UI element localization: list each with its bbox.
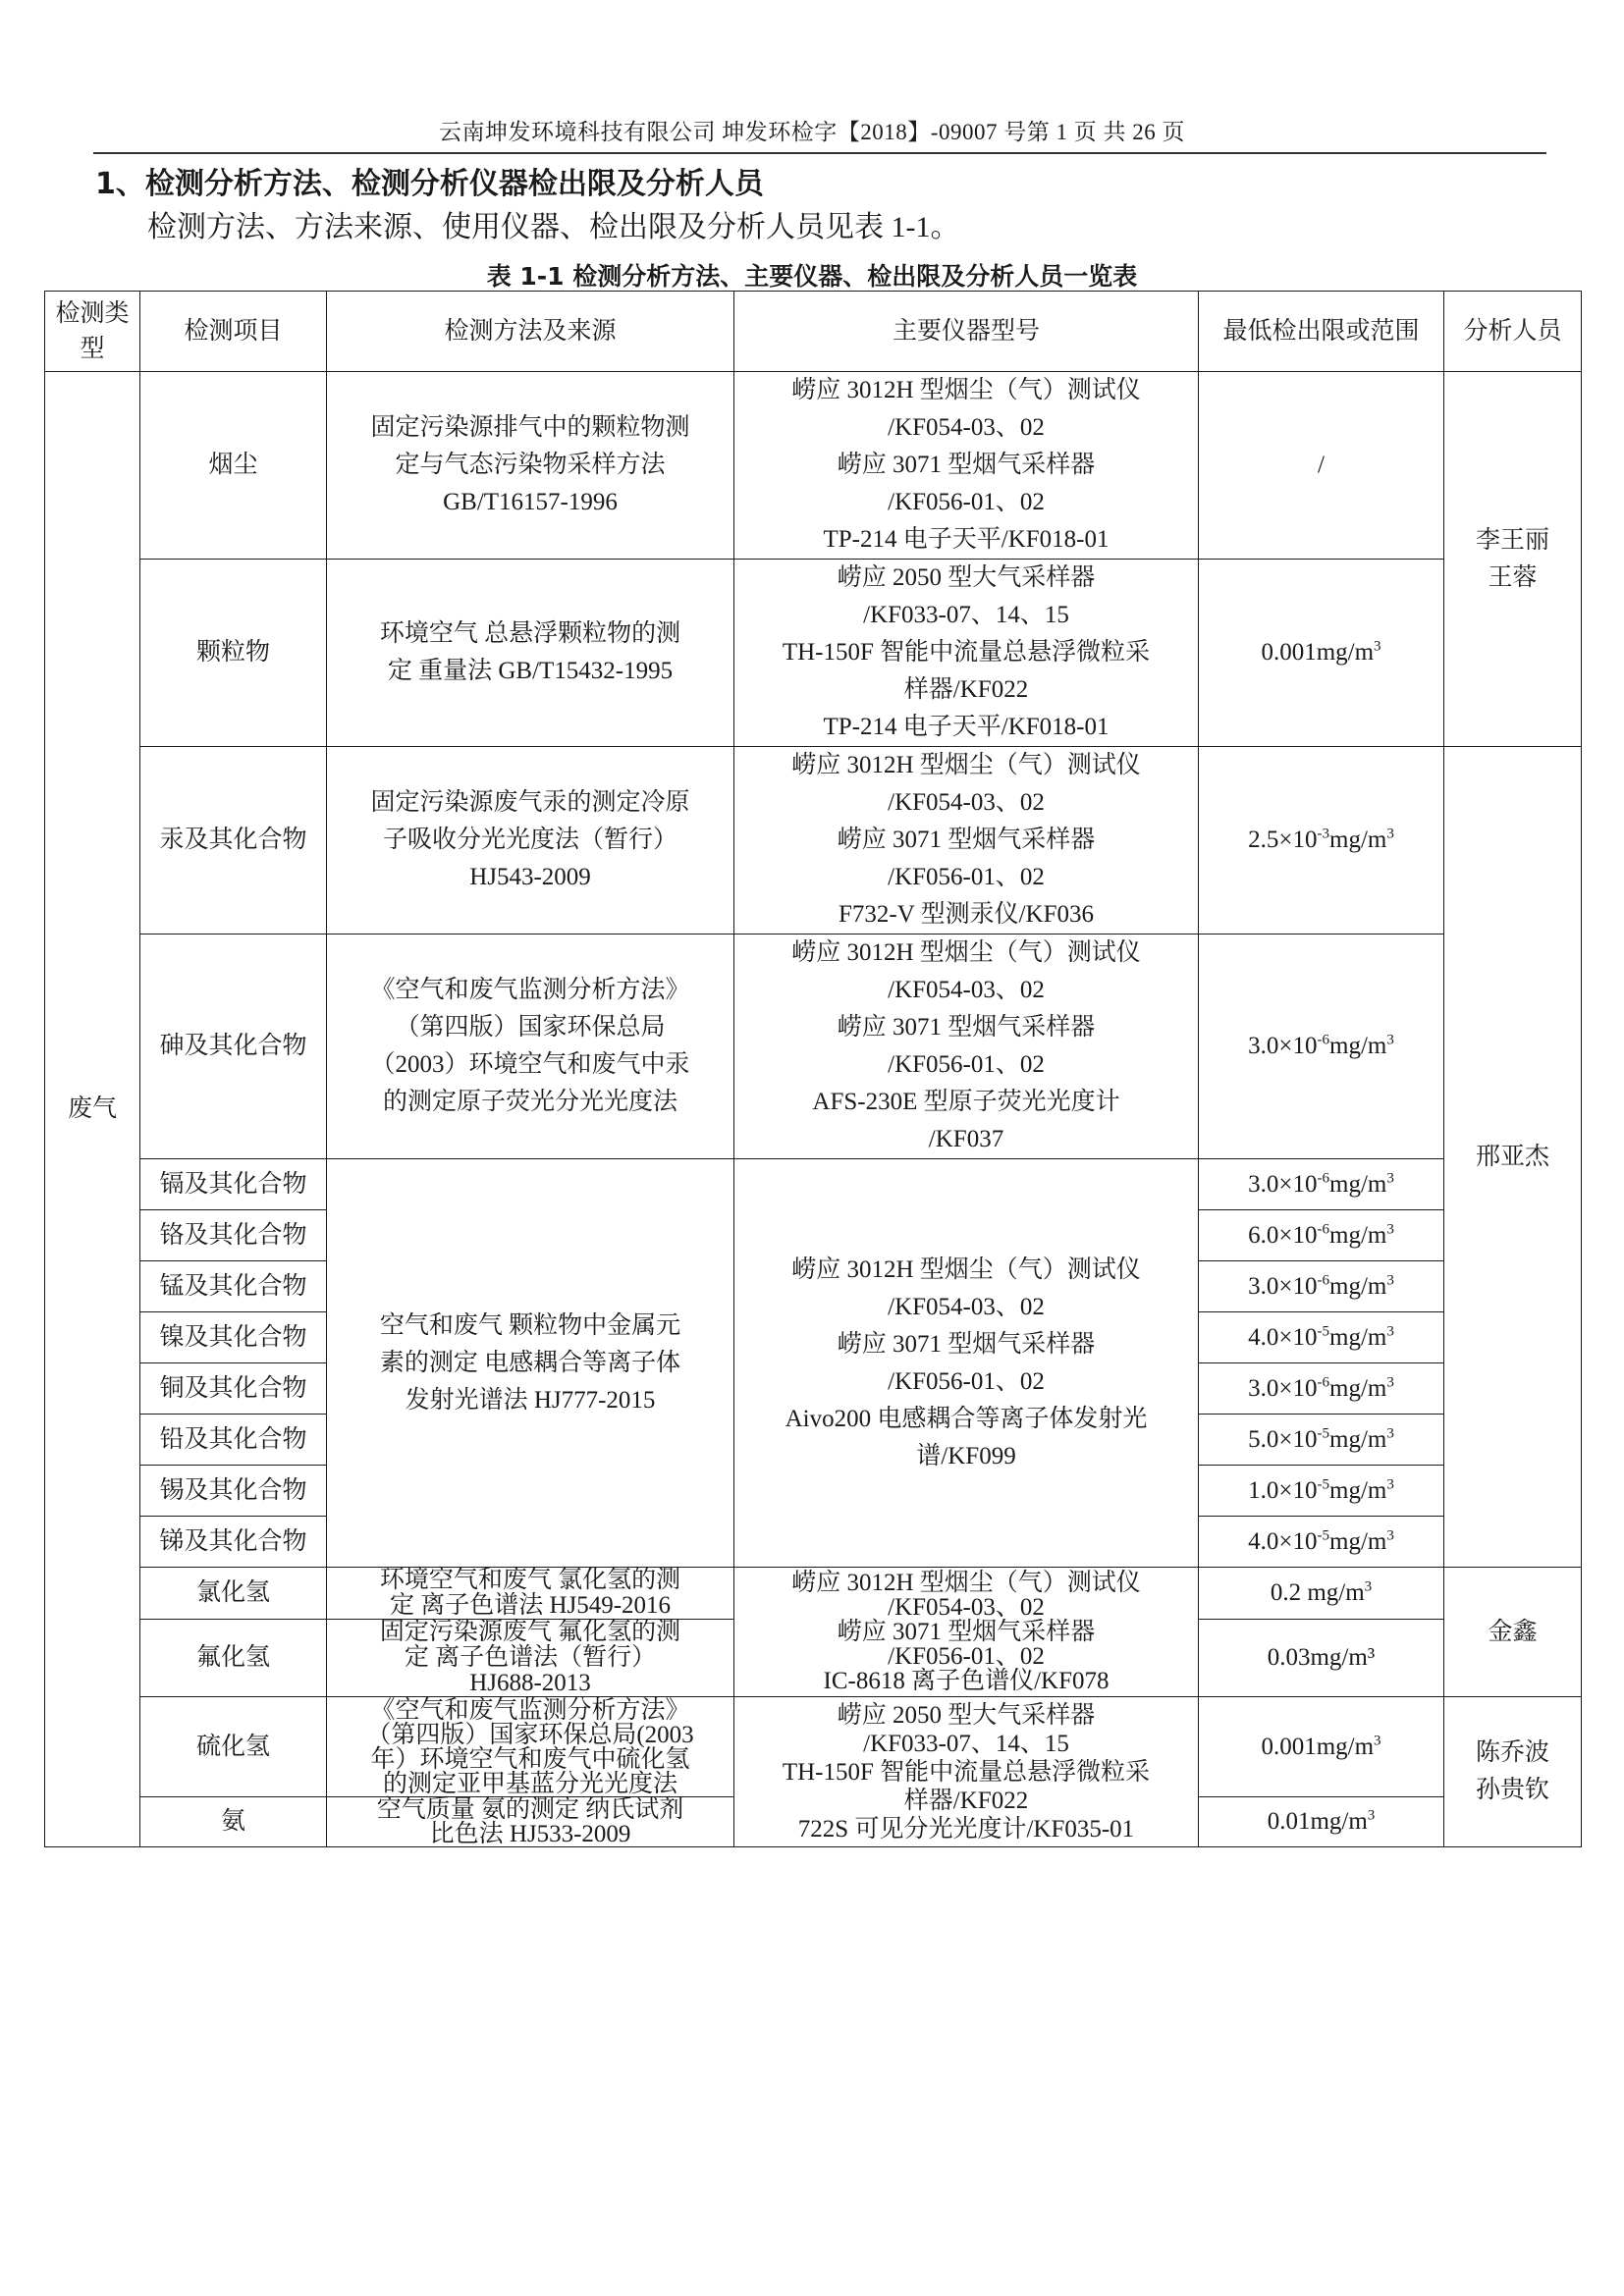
- instrument-cell: [734, 1697, 1199, 1847]
- detection-limit: $4.0\times 10^{-5}mg/m^3$: [1199, 1312, 1444, 1363]
- method-line: 空气和废气 颗粒物中金属元: [379, 1311, 681, 1339]
- instrument-line: /KF054-03、02: [888, 977, 1045, 1003]
- instrument-line: /KF056-01、02: [888, 489, 1045, 515]
- instrument-line: TH-150F 智能中流量总悬浮微粒采: [782, 639, 1151, 666]
- method-line: 的测定原子荧光分光光度法: [382, 1089, 677, 1115]
- method-line: HJ688-2013: [469, 1670, 591, 1696]
- instrument-cell: [734, 747, 1199, 934]
- instrument-line: 722S 可见分光光度计/KF035-01: [797, 1815, 1135, 1842]
- header-instrument: 主要仪器型号: [734, 292, 1199, 372]
- instrument-line: 崂应 3012H 型烟尘（气）测试仪: [791, 1570, 1141, 1596]
- analyst-cell: 金鑫: [1444, 1568, 1582, 1697]
- item-name: 颗粒物: [140, 560, 327, 747]
- page-header: 云南坤发环境科技有限公司 坤发环检字【2018】-09007 号第 1 页 共 26 页: [439, 120, 1185, 144]
- instrument-cell: [734, 1159, 1199, 1568]
- method-cell: [327, 934, 734, 1159]
- detection-limit: $1.0\times 10^{-5}mg/m^3$: [1199, 1466, 1444, 1517]
- item-name: 锰及其化合物: [140, 1261, 327, 1312]
- item-name: 锡及其化合物: [140, 1466, 327, 1517]
- method-line: GB/T16157-1996: [443, 489, 618, 515]
- method-line: （第四版）国家环保总局: [395, 1014, 666, 1041]
- instrument-line: /KF054-03、02: [888, 1293, 1045, 1320]
- instrument-line: /KF056-01、02: [888, 1643, 1045, 1670]
- method-line: 空气质量 氨的测定 纳氏试剂: [376, 1796, 684, 1823]
- instrument-line: /KF037: [928, 1126, 1004, 1152]
- analyst-cell: 邢亚杰: [1444, 747, 1582, 1568]
- detection-limit: $0.001mg/m^3$: [1199, 1697, 1444, 1797]
- table-caption: 表 1-1 检测分析方法、主要仪器、检出限及分析人员一览表: [486, 262, 1138, 291]
- method-line: 《空气和废气监测分析方法》: [370, 1696, 690, 1724]
- method-line: 发射光谱法 HJ777-2015: [405, 1386, 656, 1414]
- analyst-name: 孙贵钦: [1475, 1777, 1549, 1803]
- table-row: [45, 747, 1582, 934]
- detection-type: 废气: [45, 372, 140, 1847]
- method-cell: [327, 560, 734, 747]
- detection-limit: $0.001mg/m^3$: [1199, 560, 1444, 747]
- detection-limit: $6.0\times 10^{-6}mg/m^3$: [1199, 1210, 1444, 1261]
- instrument-line: /KF056-01、02: [888, 1051, 1045, 1078]
- item-name: 氨: [140, 1797, 327, 1847]
- method-line: 比色法 HJ533-2009: [429, 1821, 631, 1847]
- header-method: 检测方法及来源: [327, 292, 734, 372]
- detection-limit: $0.01mg/m^3$: [1199, 1797, 1444, 1847]
- analyst-name: 李王丽: [1475, 526, 1549, 554]
- instrument-line: TP-214 电子天平/KF018-01: [823, 526, 1110, 553]
- detection-limit: $2.5\times 10^{-3}mg/m^3$: [1199, 747, 1444, 934]
- method-line: 固定污染源排气中的颗粒物测: [370, 414, 690, 441]
- method-line: 固定污染源废气 氟化氢的测: [379, 1619, 681, 1645]
- instrument-cell: [734, 372, 1199, 560]
- item-name: 氯化氢: [140, 1568, 327, 1620]
- instrument-line: AFS-230E 型原子荧光光度计: [812, 1089, 1120, 1115]
- method-line: 定 重量法 GB/T15432-1995: [387, 658, 674, 684]
- item-name: 镉及其化合物: [140, 1159, 327, 1210]
- instrument-line: 谱/KF099: [916, 1442, 1016, 1469]
- detection-limit: /: [1199, 372, 1444, 560]
- item-name: 铬及其化合物: [140, 1210, 327, 1261]
- instrument-line: TH-150F 智能中流量总悬浮微粒采: [782, 1758, 1151, 1786]
- method-line: 《空气和废气监测分析方法》: [370, 977, 690, 1003]
- detection-limit: $3.0\times 10^{-6}mg/m^3$: [1199, 1159, 1444, 1210]
- method-line: 环境空气 总悬浮颗粒物的测: [379, 620, 681, 647]
- instrument-cell: [734, 560, 1199, 747]
- table-row: [45, 1568, 1582, 1620]
- instrument-line: /KF054-03、02: [888, 1594, 1045, 1621]
- detection-limit: 0.2 $mg/m^3$: [1199, 1568, 1444, 1620]
- detection-limit: $5.0\times 10^{-5}mg/m^3$: [1199, 1415, 1444, 1466]
- instrument-line: 崂应 2050 型大气采样器: [837, 564, 1096, 591]
- instrument-cell: [734, 934, 1199, 1159]
- item-name: 硫化氢: [140, 1697, 327, 1797]
- instrument-line: 崂应 3012H 型烟尘（气）测试仪: [791, 1255, 1141, 1283]
- intro-text: 检测方法、方法来源、使用仪器、检出限及分析人员见表 1-1。: [147, 211, 960, 243]
- detection-limit: $3.0\times 10^{-6}mg/m^3$: [1199, 1261, 1444, 1312]
- method-table: [44, 291, 1582, 1847]
- instrument-line: F732-V 型测汞仪/KF036: [839, 901, 1094, 928]
- method-cell: [327, 1797, 734, 1847]
- header-analyst: 分析人员: [1444, 292, 1582, 372]
- table-row: [45, 1159, 1582, 1210]
- method-line: 子吸收分光光度法（暂行）: [382, 827, 677, 853]
- header-limit: 最低检出限或范围: [1199, 292, 1444, 372]
- instrument-line: Aivo200 电感耦合等离子体发射光: [785, 1405, 1148, 1432]
- method-cell: [327, 372, 734, 560]
- table-row: [45, 560, 1582, 747]
- analyst-cell: [1444, 372, 1582, 747]
- item-name: 铅及其化合物: [140, 1415, 327, 1466]
- instrument-line: 崂应 3071 型烟气采样器: [837, 1619, 1096, 1645]
- instrument-line: 崂应 3071 型烟气采样器: [837, 1330, 1096, 1358]
- instrument-line: TP-214 电子天平/KF018-01: [823, 714, 1110, 740]
- header-item: 检测项目: [140, 292, 327, 372]
- analyst-name: 王蓉: [1488, 563, 1538, 591]
- method-line: （第四版）国家环保总局(2003: [366, 1721, 694, 1748]
- instrument-cell: [734, 1568, 1199, 1697]
- instrument-line: 崂应 3071 型烟气采样器: [837, 827, 1096, 853]
- instrument-line: 崂应 3071 型烟气采样器: [837, 1014, 1096, 1041]
- instrument-line: 崂应 3012H 型烟尘（气）测试仪: [791, 939, 1141, 966]
- method-cell: [327, 1620, 734, 1697]
- table-row: [45, 934, 1582, 1159]
- method-line: HJ543-2009: [469, 864, 591, 890]
- table-header-row: [45, 292, 1582, 372]
- method-cell: [327, 747, 734, 934]
- table-row: [45, 372, 1582, 560]
- header-type: 检测类型: [45, 292, 140, 372]
- method-cell: [327, 1159, 734, 1568]
- analyst-cell: [1444, 1697, 1582, 1847]
- instrument-line: 崂应 2050 型大气采样器: [837, 1701, 1096, 1729]
- item-name: 氟化氢: [140, 1620, 327, 1697]
- method-line: 环境空气和废气 氯化氢的测: [379, 1567, 681, 1593]
- instrument-line: 崂应 3012H 型烟尘（气）测试仪: [791, 752, 1141, 778]
- item-name: 铜及其化合物: [140, 1363, 327, 1415]
- instrument-line: 崂应 3012H 型烟尘（气）测试仪: [791, 377, 1141, 403]
- instrument-line: /KF056-01、02: [888, 1367, 1045, 1395]
- item-name: 砷及其化合物: [140, 934, 327, 1159]
- method-line: 年）环境空气和废气中硫化氢: [370, 1745, 690, 1773]
- instrument-line: 崂应 3071 型烟气采样器: [837, 452, 1096, 478]
- instrument-line: /KF033-07、14、15: [863, 602, 1069, 628]
- table-row: [45, 1697, 1582, 1797]
- item-name: 镍及其化合物: [140, 1312, 327, 1363]
- item-name: 烟尘: [140, 372, 327, 560]
- detection-limit: $3.0\times 10^{-6}mg/m^3$: [1199, 1363, 1444, 1415]
- header-rule: [93, 152, 1546, 154]
- method-line: 定 离子色谱法 HJ549-2016: [389, 1592, 672, 1619]
- instrument-line: IC-8618 离子色谱仪/KF078: [823, 1668, 1110, 1694]
- method-line: 素的测定 电感耦合等离子体: [379, 1349, 681, 1376]
- method-line: （2003）环境空气和废气中汞: [370, 1051, 690, 1078]
- instrument-line: /KF054-03、02: [888, 414, 1045, 441]
- instrument-line: /KF054-03、02: [888, 789, 1045, 816]
- instrument-line: /KF033-07、14、15: [863, 1730, 1069, 1757]
- instrument-line: 样器/KF022: [903, 676, 1029, 703]
- instrument-line: /KF056-01、02: [888, 864, 1045, 890]
- method-line: 的测定亚甲基蓝分光光度法: [382, 1770, 677, 1797]
- section-title: 1、检测分析方法、检测分析仪器检出限及分析人员: [95, 167, 764, 201]
- method-line: 定与气态污染物采样方法: [395, 452, 666, 478]
- item-name: 汞及其化合物: [140, 747, 327, 934]
- method-cell: [327, 1568, 734, 1620]
- item-name: 锑及其化合物: [140, 1517, 327, 1568]
- method-line: 固定污染源废气汞的测定冷原: [370, 789, 690, 816]
- detection-limit: $3.0\times 10^{-6}mg/m^3$: [1199, 934, 1444, 1159]
- instrument-line: 样器/KF022: [903, 1787, 1029, 1814]
- method-line: 定 离子色谱法（暂行）: [404, 1644, 657, 1671]
- detection-limit: 0.03mg/m³: [1199, 1620, 1444, 1697]
- method-cell: [327, 1697, 734, 1797]
- detection-limit: $4.0\times 10^{-5}mg/m^3$: [1199, 1517, 1444, 1568]
- analyst-name: 陈乔波: [1475, 1739, 1549, 1766]
